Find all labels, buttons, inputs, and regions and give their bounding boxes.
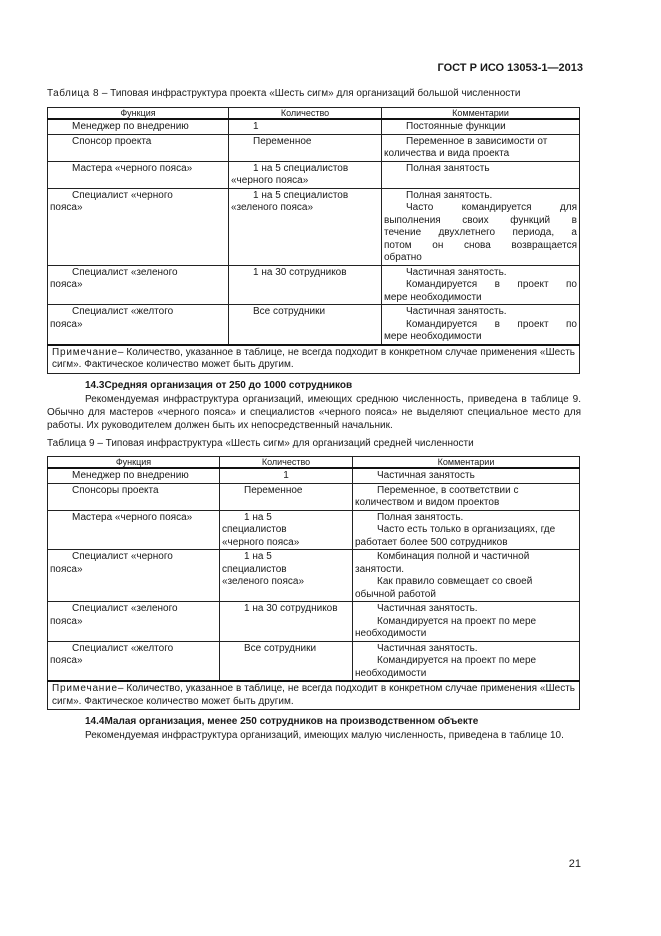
comment-cell: мере необходимости (384, 331, 482, 342)
comment-cell: Командируется на проект по мере (377, 615, 537, 627)
comment-cell: Частичная занятость (377, 470, 475, 481)
function-cell: пояса» (50, 563, 83, 575)
comment-cell: Часто командируется для (406, 202, 577, 213)
table8-caption-text: – Типовая инфраструктура проекта «Шесть сигм» для организаций большой численности (99, 88, 521, 99)
comment-cell: Часто есть только в организациях, где (377, 524, 556, 535)
quantity-cell: «черного пояса» (231, 175, 309, 186)
comment-cell: Комбинация полной и частичной (377, 551, 530, 562)
comment-cell: необходимости (355, 628, 427, 639)
section-14-4-heading: 14.4Малая организация, менее 250 сотрудников на производственном объекте (85, 716, 479, 727)
table9-caption-text: – Типовая инфраструктура «Шесть сигм» для организаций средней численности (94, 438, 474, 449)
comment-cell: Полная занятость. (377, 511, 464, 523)
quantity-cell: специалистов (222, 524, 287, 535)
table8-note-text: – Количество, указанное в таблице, не всегда подходит в конкретном случае применения «Шесть сигм». Фактическое количество может быть другим. (52, 346, 575, 370)
table9-header-function: Функция (48, 457, 220, 469)
table9-note-text: – Количество, указанное в таблице, не всегда подходит в конкретном случае применения «Шесть сигм». Фактическое количество может быть другим. (52, 683, 575, 707)
table9-row (48, 641, 580, 681)
table8-note (48, 345, 580, 374)
section-14-4-paragraph (47, 729, 581, 742)
table9-caption-label: Таблица 9 (47, 438, 95, 449)
table9-note-label: Примечание (52, 683, 118, 694)
comment-cell: обычной работой (355, 588, 436, 600)
comment-cell: Частичная занятость. (406, 306, 507, 317)
quantity-cell: Переменное (253, 135, 312, 147)
table9-header-quantity: Количество (220, 457, 353, 469)
quantity-cell: специалистов (222, 563, 287, 575)
comment-cell: выполнения своих функций в (384, 214, 577, 226)
function-cell: пояса» (50, 655, 83, 666)
function-cell: пояса» (50, 202, 83, 213)
quantity-cell: «зеленого пояса» (222, 576, 305, 587)
comment-cell: Переменное, в соответствии с (377, 484, 519, 496)
comment-cell: Частичная занятость. (377, 642, 478, 654)
function-cell: Специалист «желтого (72, 642, 174, 654)
function-cell: Специалист «зеленого (72, 266, 178, 278)
comment-cell: занятости. (355, 563, 405, 575)
function-cell: Специалист «желтого (72, 306, 174, 317)
function-cell: Спонсор проекта (72, 135, 152, 147)
table8-row (48, 134, 580, 161)
comment-cell: Полная занятость (406, 162, 490, 174)
comment-cell: Частичная занятость. (406, 266, 507, 278)
comment-cell: количеством и видом проектов (355, 497, 500, 508)
table9-row (48, 550, 580, 602)
table8-row (48, 188, 580, 265)
function-cell: Специалист «черного (72, 189, 173, 201)
table9-note (48, 681, 580, 710)
table8-caption (47, 88, 520, 99)
quantity-cell: «черного пояса» (222, 536, 300, 548)
quantity-cell: 1 на 5 (244, 551, 272, 562)
quantity-cell: «зеленого пояса» (231, 202, 314, 213)
quantity-cell: 1 на 5 специалистов (253, 162, 349, 174)
table9-row (48, 602, 580, 642)
table8-row (48, 305, 580, 345)
comment-cell: работает более 500 сотрудников (355, 536, 508, 548)
comment-cell: потом он снова возвращается (384, 239, 577, 251)
comment-cell: Командируется в проект по (406, 279, 577, 290)
quantity-cell: Все сотрудники (244, 642, 317, 654)
function-cell: Менеджер по внедрению (72, 470, 189, 481)
comment-cell: количества и вида проекта (384, 148, 510, 159)
table9-caption (47, 438, 474, 449)
quantity-cell: 1 на 30 сотрудников (253, 266, 347, 278)
table9-header-comments: Комментарии (353, 457, 580, 469)
table8-header-quantity: Количество (229, 108, 382, 120)
function-cell: пояса» (50, 318, 83, 330)
function-cell: пояса» (50, 615, 83, 627)
quantity-cell: Все сотрудники (253, 306, 326, 317)
table8 (47, 107, 580, 374)
comment-cell: Командируется в проект по (406, 318, 577, 330)
quantity-cell: 1 на 5 специалистов (253, 189, 349, 201)
comment-cell: обратно (384, 252, 422, 263)
section-14-3-heading: 14.3Средняя организация от 250 до 1000 сотрудников (85, 380, 353, 391)
table8-header-function: Функция (48, 108, 229, 120)
comment-cell: необходимости (355, 667, 427, 679)
function-cell: Мастера «черного пояса» (72, 511, 193, 523)
table9-row (48, 483, 580, 510)
table9-row (48, 510, 580, 550)
comment-cell: Командируется на проект по мере (377, 655, 537, 666)
function-cell: Менеджер по внедрению (72, 121, 189, 132)
function-cell: пояса» (50, 279, 83, 290)
comment-cell: Постоянные функции (406, 121, 506, 132)
function-cell: Специалист «зеленого (72, 603, 178, 614)
quantity-cell: 1 (283, 470, 289, 481)
comment-cell: Частичная занятость. (377, 603, 478, 614)
table8-note-label: Примечание (52, 346, 118, 358)
function-cell: Мастера «черного пояса» (72, 162, 193, 174)
standard-designation: ГОСТ Р ИСО 13053-1—2013 (437, 62, 583, 74)
table8-row (48, 161, 580, 188)
table9 (47, 456, 580, 710)
comment-cell: Переменное в зависимости от (406, 135, 548, 147)
table8-row (48, 265, 580, 305)
section-14-3-text: Рекомендуемая инфраструктура организаций, имеющих среднюю численность, приведена в таблице 9. Обычно для мастеров «черного пояса» и специалистов «черного пояса» не выделяют специальное место для работы. Их руководителем должен быть их непосредственный начальник. (47, 394, 581, 431)
section-14-3-paragraph (47, 393, 581, 432)
quantity-cell: Переменное (244, 484, 303, 496)
page-number: 21 (568, 858, 581, 870)
quantity-cell: 1 на 5 (244, 511, 272, 523)
quantity-cell: 1 (253, 121, 259, 132)
section-14-4-text: Рекомендуемая инфраструктура организаций, имеющих малую численность, приведена в таблице 10. (85, 730, 564, 741)
comment-cell: Как правило совмещает со своей (377, 576, 533, 587)
function-cell: Специалист «черного (72, 551, 173, 562)
comment-cell: течение двухлетнего периода, а (384, 227, 577, 238)
table9-row (48, 468, 580, 483)
table8-caption-label: Таблица 8 (47, 88, 100, 99)
function-cell: Спонсоры проекта (72, 484, 159, 496)
table8-row (48, 119, 580, 134)
comment-cell: Полная занятость. (406, 189, 493, 201)
table8-header-comments: Комментарии (382, 108, 580, 120)
comment-cell: мере необходимости (384, 291, 482, 303)
quantity-cell: 1 на 30 сотрудников (244, 603, 338, 614)
